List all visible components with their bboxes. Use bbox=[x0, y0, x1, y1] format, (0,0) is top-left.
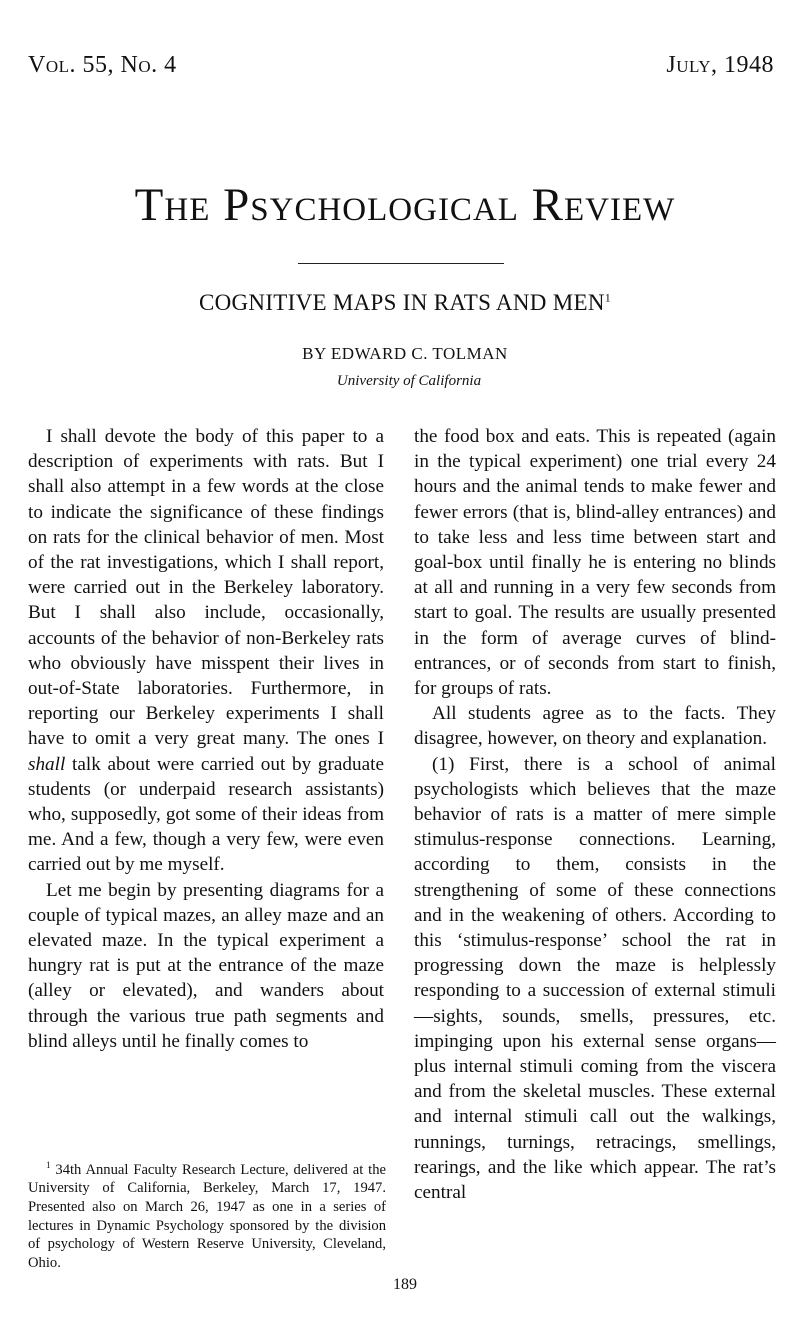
running-header bbox=[28, 52, 774, 79]
article-title-text: COGNITIVE MAPS IN RATS AND MEN bbox=[198, 290, 605, 315]
author-byline: BY EDWARD C. TOLMAN bbox=[302, 344, 508, 363]
footnote-marker: 1 bbox=[46, 1160, 51, 1170]
page-number: 189 bbox=[393, 1276, 417, 1293]
article-title bbox=[0, 290, 810, 316]
right-column bbox=[414, 424, 776, 1205]
left-column bbox=[28, 424, 384, 1054]
issue-date: July, 1948 bbox=[666, 52, 774, 78]
emphasis: shall bbox=[28, 753, 66, 775]
title-divider bbox=[298, 263, 504, 264]
body-paragraph: Let me begin by presenting diagrams for a couple of typical mazes, an alley maze and an elevated maze. In the typical experiment a hungry rat is put at the entrance of the maze (alley or elevated), and wanders about through the various true path segments and blind alleys until he finally comes to bbox=[28, 879, 384, 1052]
body-paragraph: I shall devote the body of this paper to a description of experiments with rats. But I shall also attempt in a few words at the close to indicate the significance of these findings on rats for the clinical behavior of men. Most of the rat investigations, which I shall report, were carried out in the Berkeley laboratory. But I shall also include, occasionally, accounts of the behavior of non-Berkeley rats who obviously have misspent their lives in out-of-State laboratories. Furthermore, in reporting our Berkeley experiments I shall have to omit a very great many. The ones I shall talk about were carried out by graduate students (or underpaid research assistants) who, supposedly, got some of their ideas from me. And a few, though a very few, were even carried out by me myself. bbox=[28, 426, 384, 876]
footnote-text: 34th Annual Faculty Research Lecture, delivered at the University of California, Berkeley, March 17, 1947. Presented also on March 26, 1947 as one in a series of lectures in Dynamic Psychology sponsored by the division of psychology of Western Reserve University, Cleveland, Ohio. bbox=[28, 1161, 386, 1271]
journal-title: The Psychological Review bbox=[134, 179, 676, 231]
title-footnote-marker: 1 bbox=[604, 290, 612, 305]
body-paragraph: the food box and eats. This is repeated (again in the typical experiment) one trial every 24 hours and the animal tends to make fewer and fewer errors (that is, blind-alley entrances) and to take less and less time between start and goal-box until finally he is entering no blinds at all and running in a very few seconds from start to goal. The results are usually presented in the form of average curves of blind-entrances, or of seconds from start to finish, for groups of rats. bbox=[414, 426, 776, 700]
footnote bbox=[28, 1156, 386, 1272]
body-paragraph: All students agree as to the facts. They disagree, however, on theory and explanation. bbox=[414, 703, 776, 750]
author-affiliation: University of California bbox=[336, 373, 482, 389]
volume-issue: Vol. 55, No. 4 bbox=[28, 52, 177, 78]
body-paragraph: (1) First, there is a school of animal psychologists which believes that the maze behavior of rats is a matter of mere simple stimulus-response connections. Learning, according to them, consists in the strengthening of some of these connections and in the weakening of others. According to this ‘stimulus-response’ school the rat in progressing down the maze is helplessly responding to a succession of external stimuli—sights, sounds, smells, pressures, etc. impinging upon his external sense organs—plus internal stimuli coming from the viscera and from the skeletal muscles. These external and internal stimuli call out the walkings, runnings, turnings, retracings, smellings, rearings, and the like which appear. The rat’s central bbox=[414, 753, 776, 1204]
